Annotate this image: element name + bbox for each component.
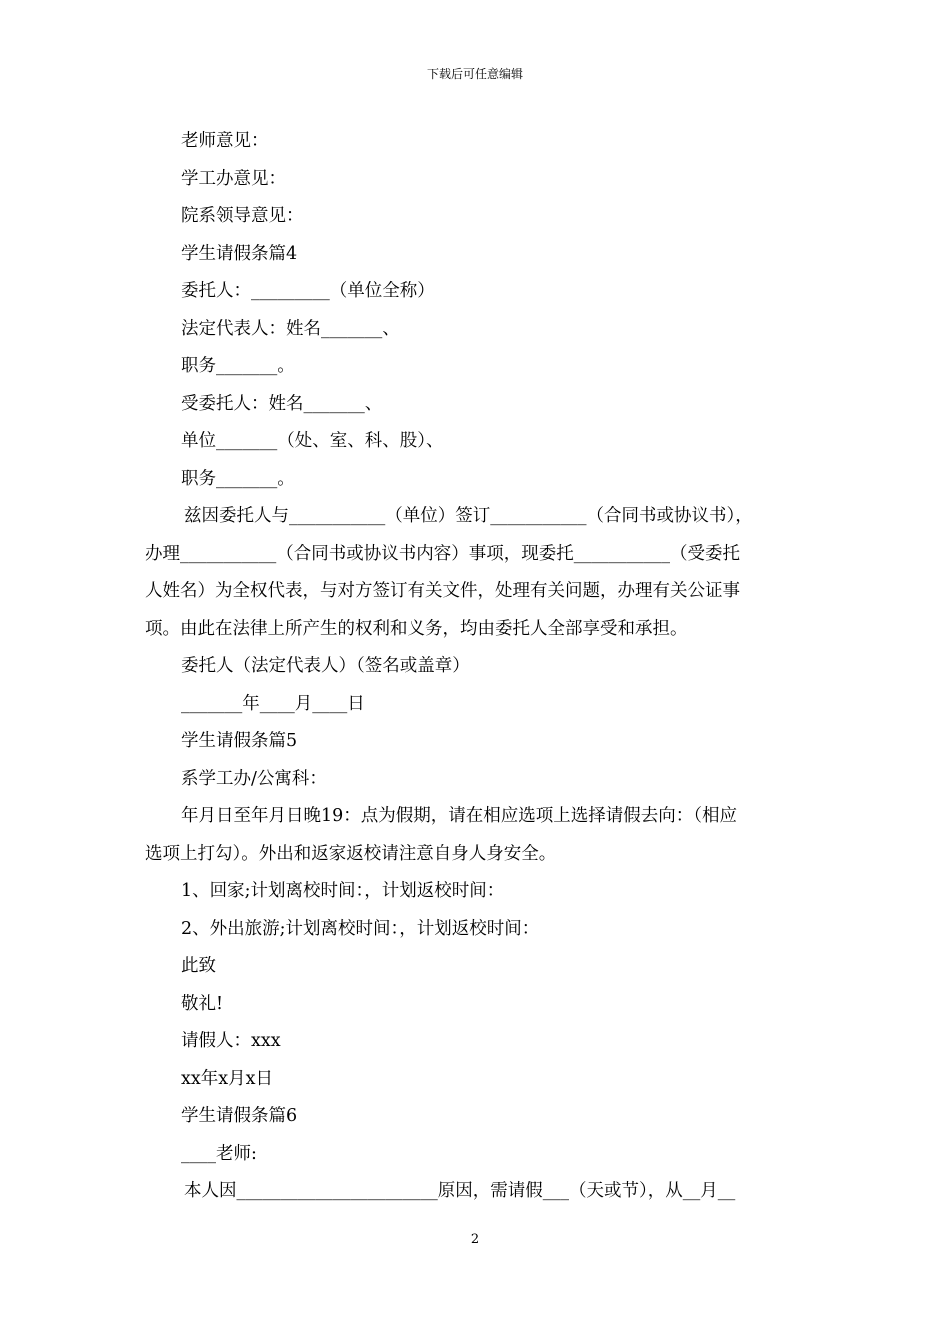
date-line: xx年x月x日 [181, 1068, 273, 1089]
page-number: 2 [470, 1232, 480, 1247]
addressee-line: 系学工办/公寓科： [181, 768, 327, 789]
authorization-paragraph-line-2: 办理___________（合同书或协议书内容）事项，现委托___________（受委托 [145, 543, 740, 564]
option-travel-line: 2、外出旅游;计划离校时间：，计划返校时间： [181, 918, 540, 939]
position-line: 职务_______。 [181, 356, 295, 376]
leave-paragraph-line-1: 年月日至年月日晚19：点为假期，请在相应选项上选择请假去向：（相应 [181, 806, 738, 826]
option-home-line: 1、回家;计划离校时间：，计划返校时间： [181, 881, 505, 901]
signature-line: 委托人（法定代表人）（签名或盖章） [181, 656, 470, 676]
closing-line: 此致 [181, 956, 216, 976]
principal-line: 委托人：_________（单位全称） [181, 281, 435, 301]
document-body [145, 123, 810, 1211]
applicant-line: 请假人：xxx [181, 1031, 281, 1051]
teacher-address-line: ____老师: [181, 1143, 257, 1164]
page-header: 下载后可任意编辑 [426, 67, 523, 81]
section-heading-4: 学生请假条篇4 [181, 243, 298, 264]
authorization-paragraph-line-3: 人姓名）为全权代表，与对方签订有关文件，处理有关问题，办理有关公证事 [145, 581, 740, 601]
section-heading-6: 学生请假条篇6 [181, 1106, 298, 1126]
salutation-line: 敬礼! [181, 993, 224, 1014]
department-opinion-line: 院系领导意见： [181, 206, 304, 226]
office-opinion-line: 学工办意见： [181, 168, 286, 189]
leave-paragraph-line-2: 选项上打勾）。外出和返家返校请注意自身人身安全。 [145, 843, 557, 864]
agent-position-line: 职务_______。 [181, 468, 295, 489]
agent-unit-line: 单位_______（处、室、科、股）、 [181, 431, 444, 451]
authorization-paragraph-line-4: 项。由此在法律上所产生的权利和义务，均由委托人全部享受和承担。 [145, 618, 688, 639]
authorization-paragraph-line-1: 兹因委托人与___________（单位）签订___________（合同书或协议书）， [184, 506, 753, 526]
reason-line: 本人因_______________________原因，需请假___（天或节），从__月__ [184, 1181, 736, 1201]
agent-name-line: 受委托人：姓名_______、 [181, 393, 383, 414]
teacher-opinion-line: 老师意见： [181, 131, 269, 151]
date-blank-line: _______年____月____日 [181, 693, 365, 714]
legal-representative-line: 法定代表人：姓名_______、 [181, 318, 400, 339]
section-heading-5: 学生请假条篇5 [181, 731, 298, 751]
